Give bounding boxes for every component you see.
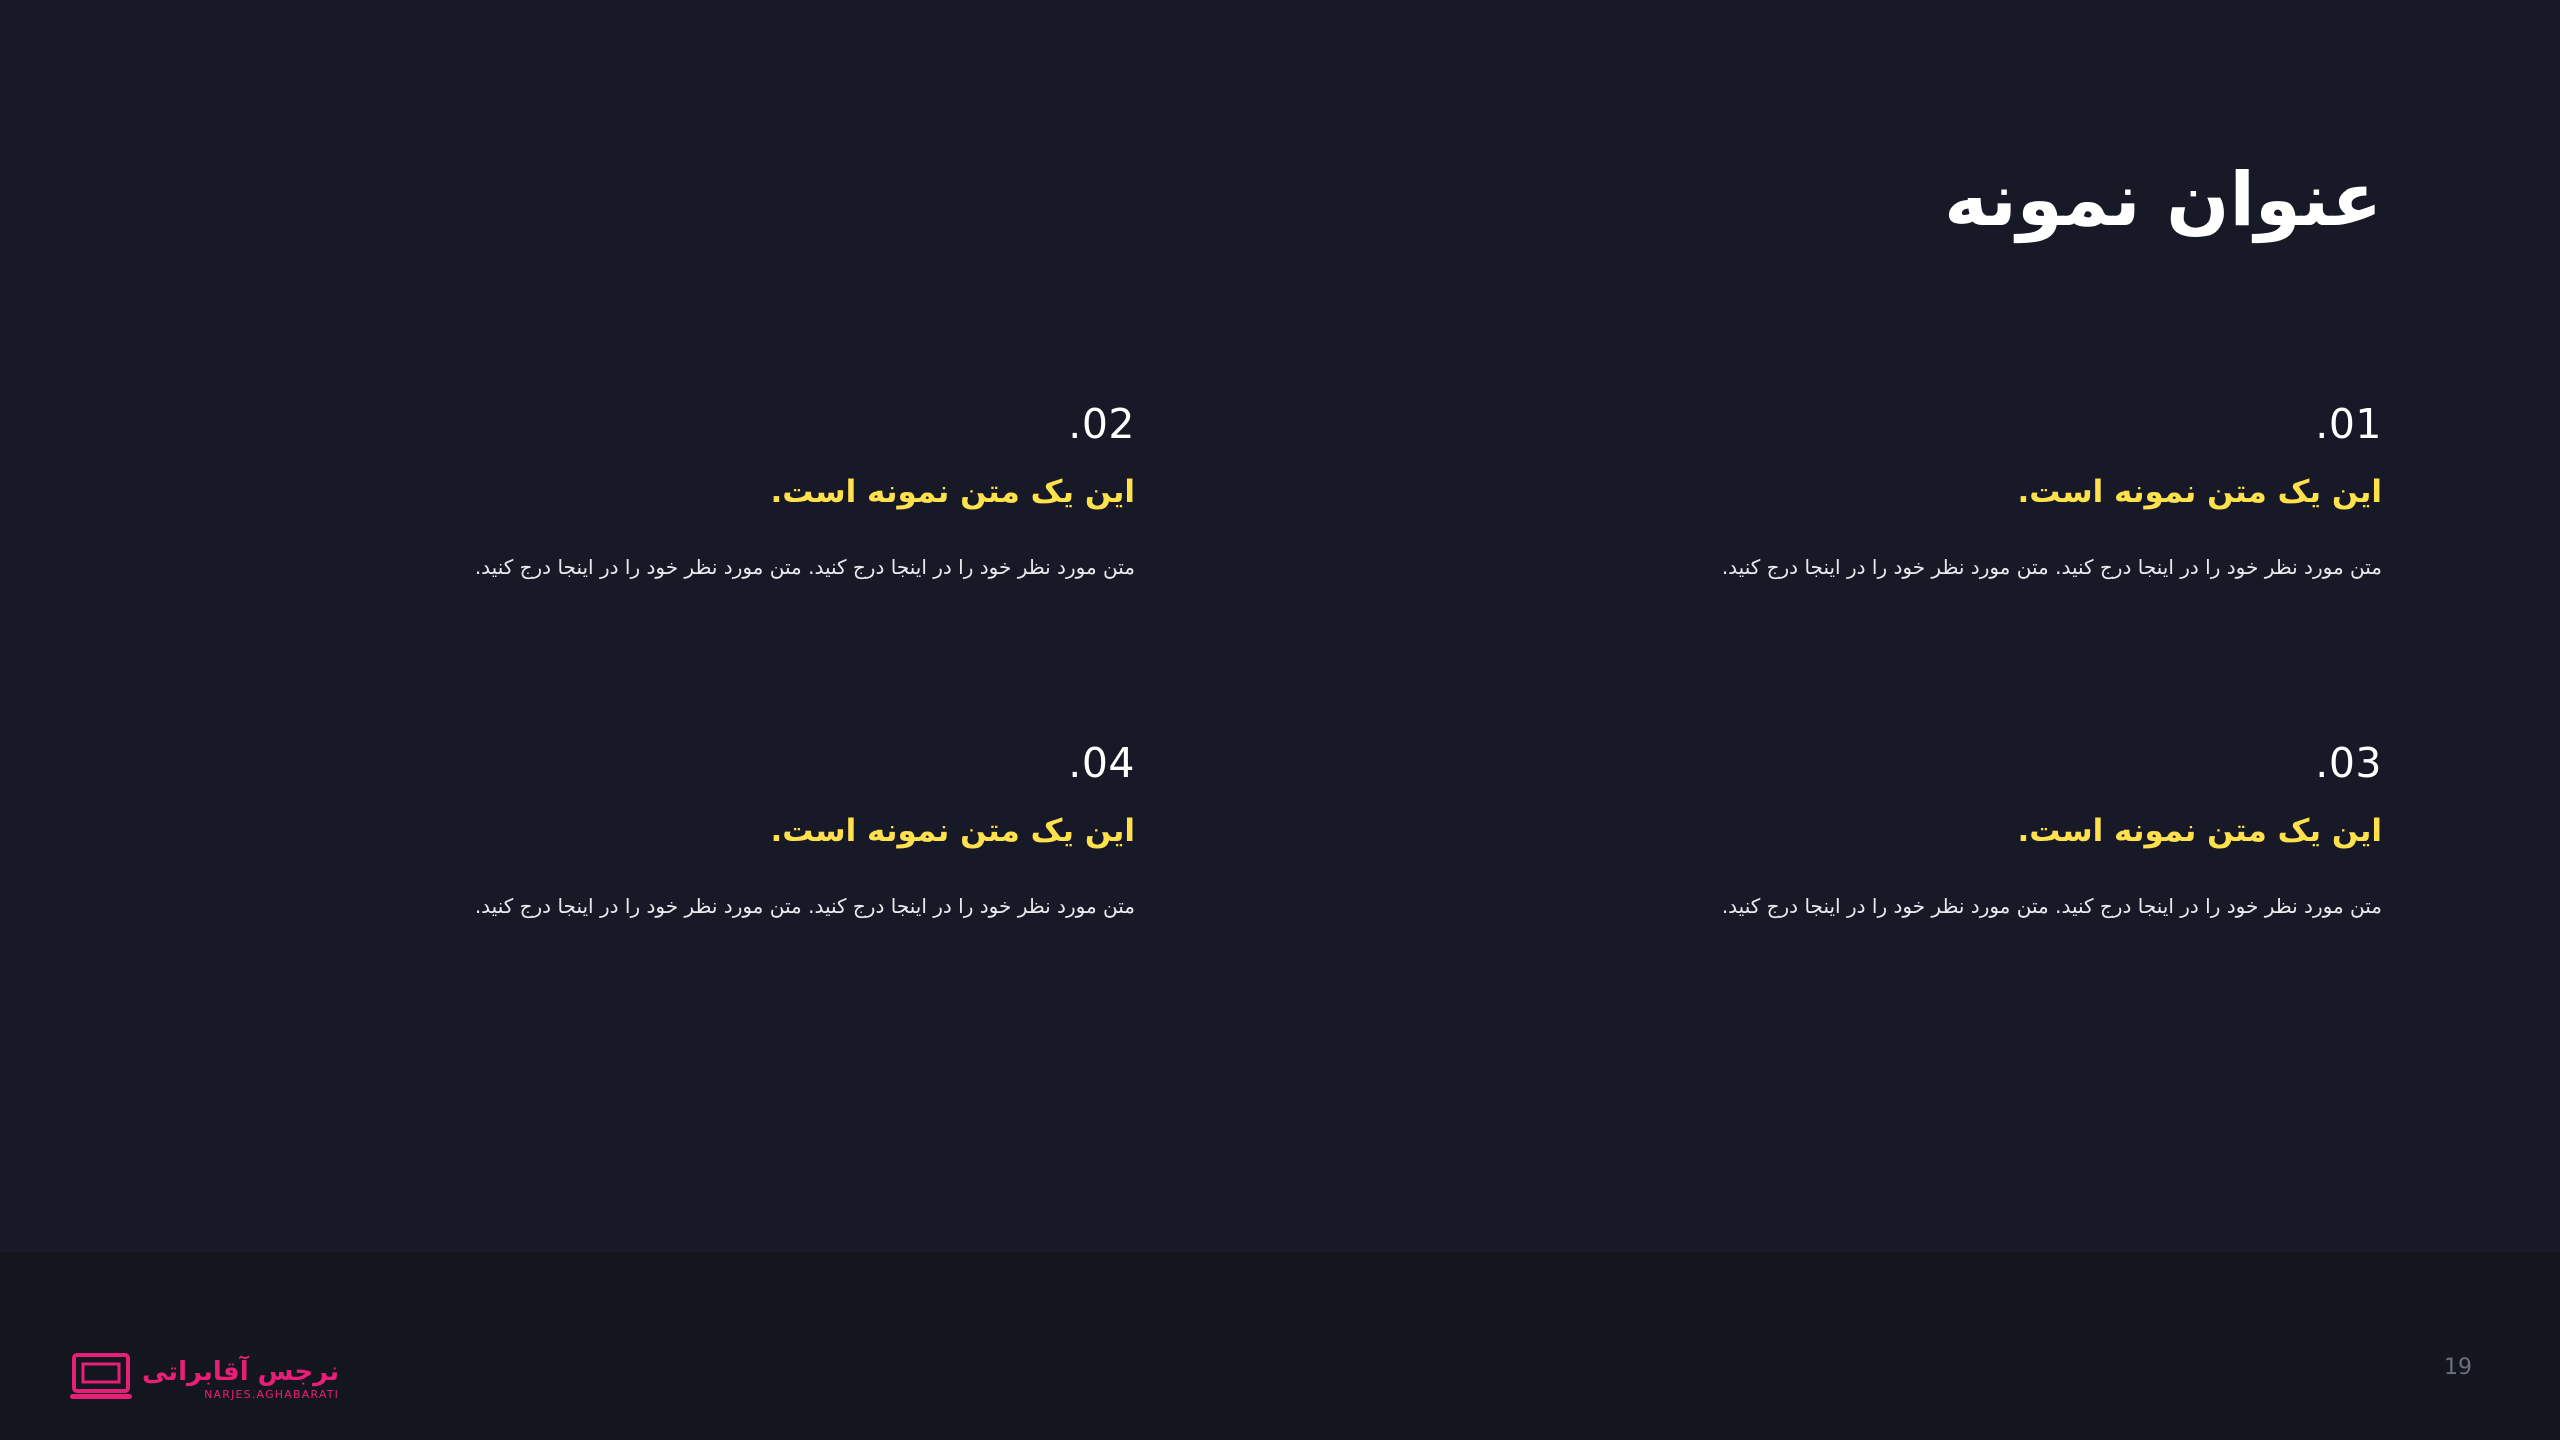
page-title: عنوان نمونه (1944, 157, 2382, 243)
page-number: 19 (2444, 1355, 2472, 1380)
items-grid (178, 400, 2382, 923)
item-body: متن مورد نظر خود را در اینجا درج کنید. متن مورد نظر خود را در اینجا درج کنید. (1721, 894, 2382, 918)
item-body: متن مورد نظر خود را در اینجا درج کنید. متن مورد نظر خود را در اینجا درج کنید. (474, 555, 1135, 579)
list-item (178, 739, 1135, 923)
item-body: متن مورد نظر خود را در اینجا درج کنید. متن مورد نظر خود را در اینجا درج کنید. (1721, 555, 2382, 579)
item-number: .03 (2315, 739, 2382, 787)
footer-bar (0, 1252, 2560, 1440)
item-heading: این یک متن نمونه است. (2017, 474, 2382, 510)
item-number: .02 (1068, 400, 1135, 448)
item-number: .01 (2315, 400, 2382, 448)
item-number: .04 (1068, 739, 1135, 787)
list-item (1425, 739, 2382, 923)
logo-subtitle: NARJES.AGHABARATI (204, 1388, 340, 1401)
list-item (1425, 400, 2382, 584)
item-heading: این یک متن نمونه است. (770, 474, 1135, 510)
logo-text (142, 1359, 339, 1402)
logo-name: نرجس آقابراتی (142, 1357, 340, 1387)
item-body: متن مورد نظر خود را در اینجا درج کنید. متن مورد نظر خود را در اینجا درج کنید. (474, 894, 1135, 918)
item-heading: این یک متن نمونه است. (770, 813, 1135, 849)
list-item (178, 400, 1135, 584)
logo (70, 1352, 339, 1402)
laptop-icon (70, 1352, 132, 1402)
item-heading: این یک متن نمونه است. (2017, 813, 2382, 849)
